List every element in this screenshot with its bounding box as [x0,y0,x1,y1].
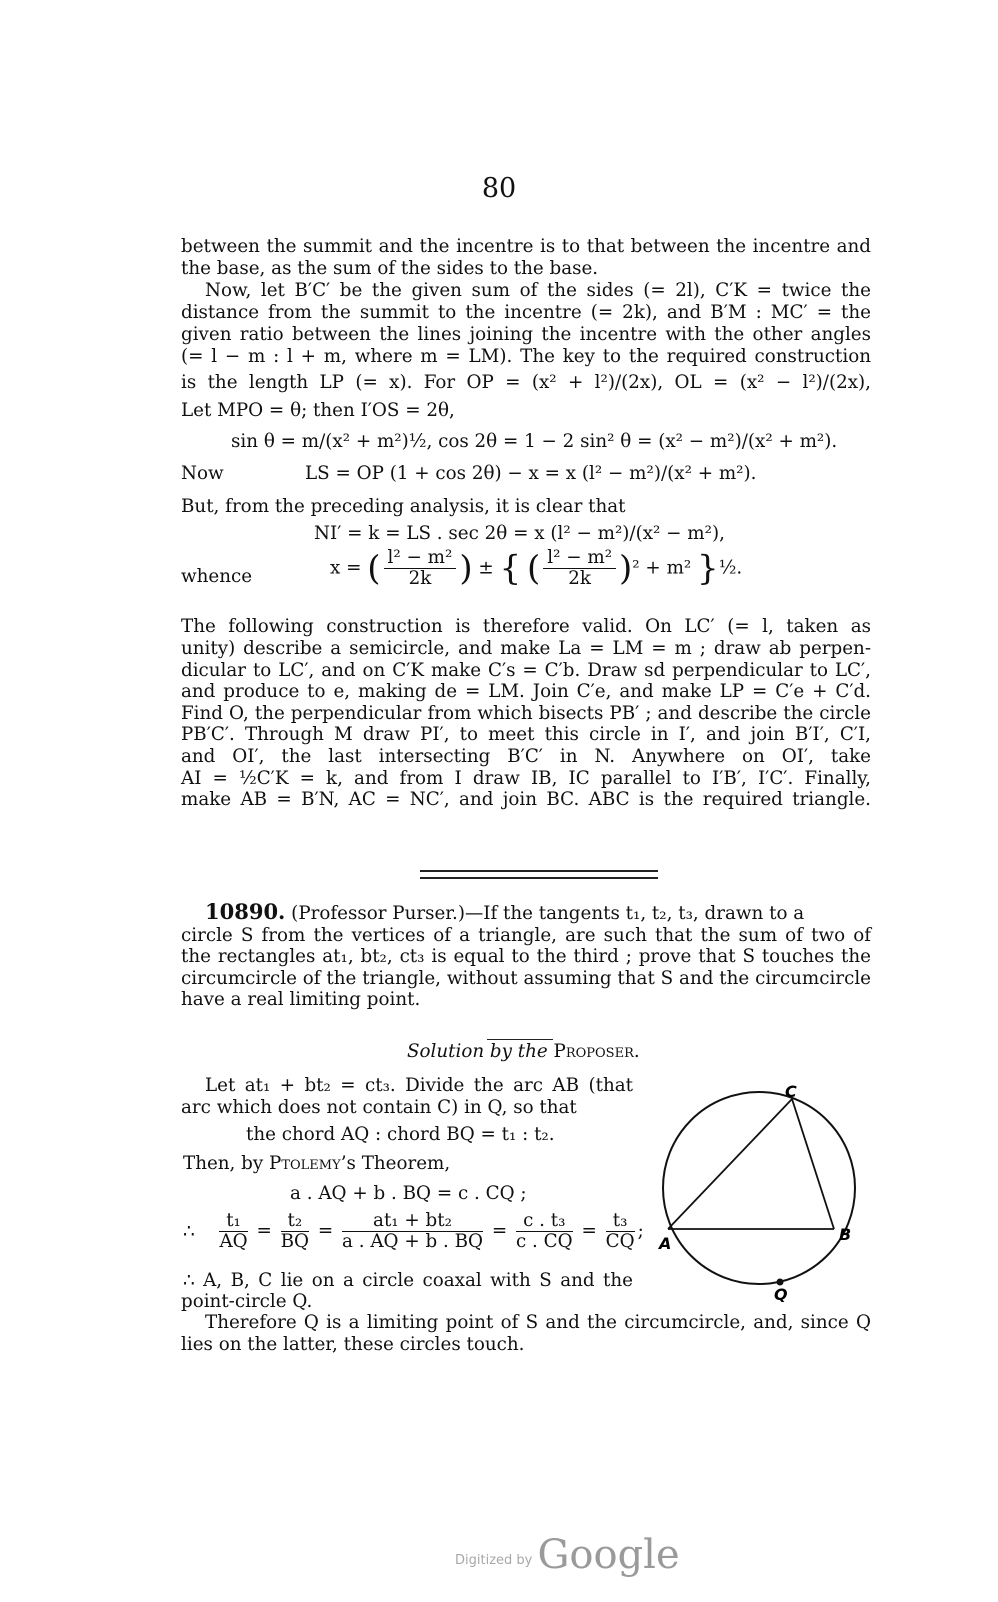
para-2-line-1: Now, let B′C′ be the given sum of the sides (= 2l), C′K = twice the [205,280,871,301]
para-3-line-5: Find O, the perpendicular from which bisects PB′ ; and describe the circle [181,703,871,724]
frac-3-den: a . AQ + b . BQ [341,1231,484,1252]
solution-fraction-chain [183,1211,644,1252]
label-b: B [839,1225,852,1244]
frac-1-num: t₁ [219,1211,247,1232]
solution-line-4-b: ’s Theorem, [340,1153,451,1174]
side-ac [668,1099,792,1229]
frac-2-num: t₂ [281,1211,309,1232]
equation-whence: x = ( $\frac{\text{l² − m²}}{2k}$ ) ± { ( $\frac{\text{l² − m²}}{2k}$ )² + m² }½. [330,547,743,589]
label-q: Q [774,1285,788,1304]
section-divider [420,870,658,879]
ptolemy-name: Ptolemy [269,1153,341,1174]
para-2-line-3: given ratio between the lines joining the incentre with the other angles [181,324,871,345]
solution-line-9: Therefore Q is a limiting point of S and the circumcircle, and, since Q [205,1312,871,1333]
page-number: 80 [481,173,517,204]
para-1-line-1: between the summit and the incentre is to that between the incentre and [181,236,871,257]
solution-line-10: lies on the latter, these circles touch. [181,1334,525,1355]
solution-line-5: a . AQ + b . BQ = c . CQ ; [290,1183,527,1204]
therefore-symbol: ∴ [183,1220,195,1242]
label-c: C [785,1082,797,1101]
eq-sign-4: = [581,1220,597,1242]
equation-sin: sin θ = m/(x² + m²)½, cos 2θ = 1 − 2 sin² θ = (x² − m²)/(x² + m²). [231,431,838,452]
solution-line-8: point-circle Q. [181,1291,313,1312]
short-rule [487,1039,553,1040]
equation-ls: LS = OP (1 + cos 2θ) − x = x (l² − m²)/(x² + m²). [305,463,757,484]
eq-sign-3: = [491,1220,508,1242]
whence-tail: ² + m² [632,557,692,579]
para-2-line-2: distance from the summit to the incentre (= 2k), and B′M : MC′ = the [181,302,871,323]
circumcircle [663,1092,855,1284]
whence-num-1: l² − m² [384,548,457,569]
frac-3-num: at₁ + bt₂ [342,1211,483,1232]
side-bc [792,1099,834,1229]
para-2-line-4: (= l − m : l + m, where m = LM). The key to the required construction [181,346,871,367]
circle-triangle-figure [645,1075,885,1305]
para-3-line-9: make AB = B′N, AC = NC′, and join BC. ABC is the required triangle. [181,789,871,810]
problem-line-3: the rectangles at₁, bt₂, ct₃ is equal to the third ; prove that S touches the [181,946,871,967]
whence-pm: ± [478,557,494,579]
whence-den-2: 2k [568,568,591,589]
solution-line-3: the chord AQ : chord BQ = t₁ : t₂. [246,1124,555,1145]
frac-1-den: AQ [219,1231,248,1252]
whence-num-2: l² − m² [543,548,616,569]
whence-den-1: 2k [408,568,432,589]
eq-sign-1: = [256,1220,272,1242]
frac-2-den: BQ [280,1231,310,1252]
para-2-line-6: Let MPO = θ; then I′OS = 2θ, [181,400,455,421]
solution-line-7: ∴ A, B, C lie on a circle coaxal with S and the [183,1270,633,1291]
solution-line-4-a: Then, by [183,1153,270,1174]
problem-line-5: have a real limiting point. [181,989,421,1010]
problem-line-2: circle S from the vertices of a triangle, are such that the sum of two of [181,925,871,946]
solution-heading-italic: Solution by the [407,1041,554,1062]
para-3-line-7: and OI′, the last intersecting B′C′ in N. Anywhere on OI′, take [181,746,871,767]
chain-semicolon: ; [637,1220,644,1242]
solution-line-1: Let at₁ + bt₂ = ct₃. Divide the arc AB (that [205,1075,633,1096]
whence-exp: ½. [718,557,743,579]
google-logo-text: Google [537,1532,680,1578]
problem-line-1-text: (Professor Purser.)—If the tangents t₁, t₂, t₃, drawn to a [285,903,805,924]
para-3-line-1: The following construction is therefore valid. On LC′ (= l, taken as [181,616,871,637]
problem-number: 10890. [205,899,286,924]
problem-line-4: circumcircle of the triangle, without assuming that S and the circumcircle [181,968,871,989]
frac-5-den: CQ [605,1231,635,1252]
frac-5-num: t₃ [606,1211,635,1232]
whence-label: whence [181,566,253,587]
equation-ni: NI′ = k = LS . sec 2θ = x (l² − m²)/(x² − m²), [314,523,725,544]
whence-lhs: x = [330,557,362,579]
solution-line-2: arc which does not contain C) in Q, so that [181,1097,577,1118]
para-3-line-2: unity) describe a semicircle, and make La = LM = m ; draw ab perpen- [181,638,871,659]
eq-sign-2: = [317,1220,334,1242]
solution-heading [407,1041,640,1063]
digitized-by-text: Digitized by [455,1553,533,1568]
para-3-line-3: dicular to LC′, and on C′K make C′s = C′b. Draw sd perpendicular to LC′, [181,660,871,681]
para-3-line-8: AI = ½C′K = k, and from I draw IB, IC parallel to I′B′, I′C′. Finally, [181,768,871,789]
problem-line-1 [205,901,871,925]
para-3-line-6: PB′C′. Through M draw PI′, to meet this circle in I′, and join B′I′, C′I, [181,724,871,745]
label-a: A [659,1234,672,1253]
digitized-by-google-watermark [455,1532,680,1578]
para-1-line-2: the base, as the sum of the sides to the base. [181,258,599,279]
para-2-line-5: is the length LP (= x). For OP = (x² + l²)/(2x), OL = (x² − l²)/(2x), [181,372,871,393]
para-3-line-4: and produce to e, making de = LM. Join C′e, and make LP = C′e + C′d. [181,681,871,702]
frac-4-den: c . CQ [515,1231,573,1252]
but-line: But, from the preceding analysis, it is clear that [181,496,626,517]
solution-heading-proposer: Proposer. [553,1041,640,1062]
now-label: Now [181,463,224,484]
solution-line-4 [183,1153,450,1175]
frac-4-num: c . t₃ [516,1211,573,1232]
